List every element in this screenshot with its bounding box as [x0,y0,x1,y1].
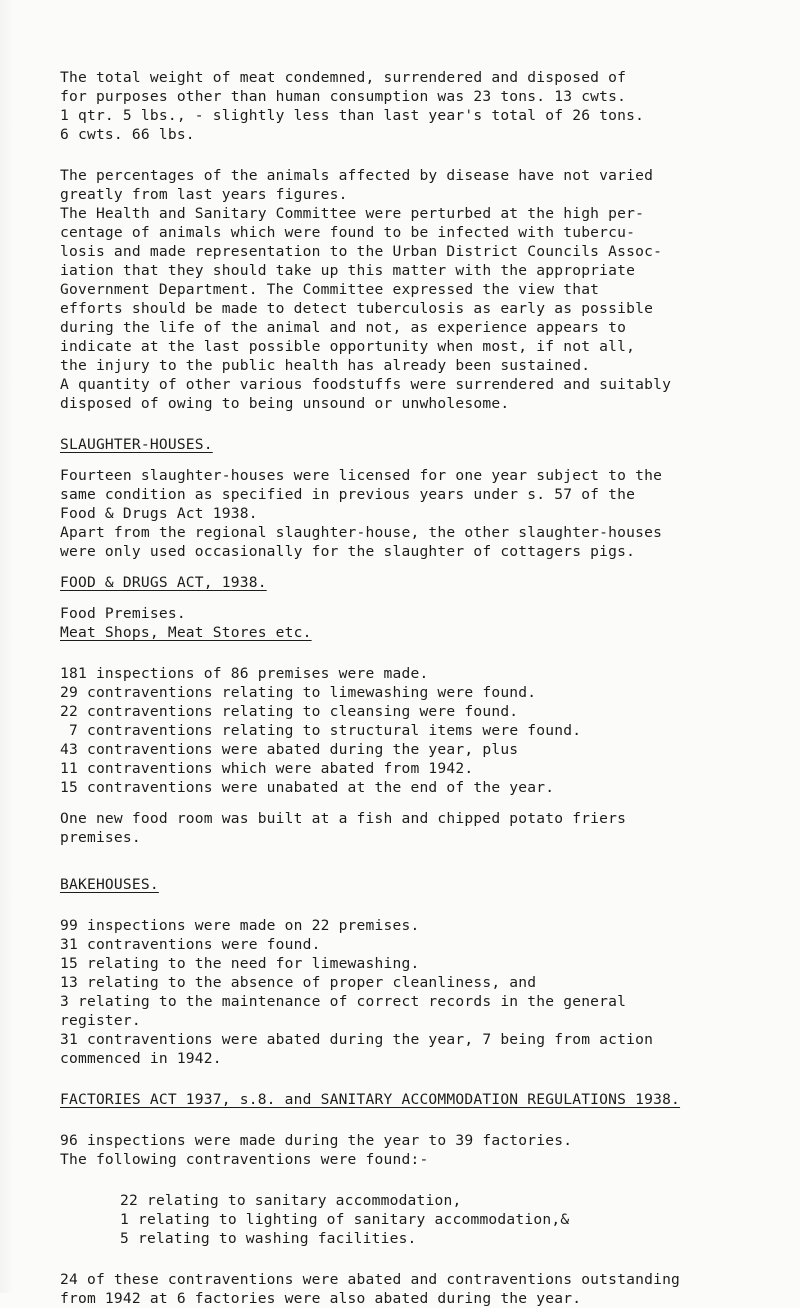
text-line: One new food room was built at a fish and chipped potato friers [60,810,627,827]
text-line: 43 contraventions were abated during the year, plus [60,741,519,758]
subheading: Food Premises. [60,605,186,622]
text-line: register. [60,1012,141,1029]
text-line: iation that they should take up this matter with the appropriate [60,262,636,279]
text-line: 24 of these contraventions were abated and contraventions outstanding [60,1271,681,1288]
section-heading: FOOD & DRUGS ACT, 1938. [60,574,267,591]
text-line: disposed of owing to being unsound or unwholesome. [60,395,510,412]
scan-edge-shadow [0,0,14,1293]
text-line: 13 relating to the absence of proper cleanliness, and [60,974,537,991]
text-line: same condition as specified in previous years under s. 57 of the [60,486,636,503]
text-line: greatly from last years figures. [60,186,348,203]
section-heading: BAKEHOUSES. [60,876,159,893]
meat-condemned-paragraph [60,68,770,144]
text-line: 15 contraventions were unabated at the end of the year. [60,779,555,796]
text-line: 6 cwts. 66 lbs. [60,126,195,143]
list-item: 1 relating to lighting of sanitary accommodation,& [120,1211,570,1228]
section-heading: FACTORIES ACT 1937, s.8. and SANITARY ACCOMMODATION REGULATIONS 1938. [60,1091,681,1108]
text-line: 1 qtr. 5 lbs., - slightly less than last year's total of 26 tons. [60,107,645,124]
text-line: The percentages of the animals affected by disease have not varied [60,167,654,184]
text-line: 31 contraventions were found. [60,936,321,953]
text-line: Government Department. The Committee expressed the view that [60,281,600,298]
subheading: Meat Shops, Meat Stores etc. [60,624,312,641]
text-line: 29 contraventions relating to limewashing were found. [60,684,537,701]
food-drugs-section [60,573,770,847]
bakehouses-section [60,875,770,1068]
text-line: The total weight of meat condemned, surrendered and disposed of [60,69,627,86]
factories-section [60,1090,770,1308]
text-line: were only used occasionally for the slaughter of cottagers pigs. [60,543,636,560]
text-line: Fourteen slaughter-houses were licensed for one year subject to the [60,467,663,484]
text-line: 3 relating to the maintenance of correct records in the general [60,993,627,1010]
text-line: from 1942 at 6 factories were also abated during the year. [60,1290,582,1307]
text-line: efforts should be made to detect tuberculosis as early as possible [60,300,654,317]
text-line: Food & Drugs Act 1938. [60,505,258,522]
text-line: 31 contraventions were abated during the year, 7 being from action [60,1031,654,1048]
text-line: losis and made representation to the Urban District Councils Assoc- [60,243,663,260]
text-line: the injury to the public health has already been sustained. [60,357,591,374]
text-line: 99 inspections were made on 22 premises. [60,917,420,934]
text-line: centage of animals which were found to be infected with tubercu- [60,224,636,241]
text-line: indicate at the last possible opportunity when most, if not all, [60,338,636,355]
text-line: for purposes other than human consumption was 23 tons. 13 cwts. [60,88,627,105]
slaughter-houses-section [60,435,770,561]
text-line: premises. [60,829,141,846]
text-line: 7 contraventions relating to structural items were found. [60,722,582,739]
text-line: 11 contraventions which were abated from 1942. [60,760,474,777]
text-line: during the life of the animal and not, as experience appears to [60,319,627,336]
text-line: The following contraventions were found:- [60,1151,429,1168]
text-line: The Health and Sanitary Committee were perturbed at the high per- [60,205,645,222]
text-line: 15 relating to the need for limewashing. [60,955,420,972]
text-line: Apart from the regional slaughter-house, the other slaughter-houses [60,524,663,541]
text-line: A quantity of other various foodstuffs were surrendered and suitably [60,376,672,393]
list-item: 22 relating to sanitary accommodation, [120,1192,462,1209]
text-line: 22 contraventions relating to cleansing were found. [60,703,519,720]
text-line: commenced in 1942. [60,1050,222,1067]
percentages-paragraph [60,166,770,413]
section-heading: SLAUGHTER-HOUSES. [60,436,213,453]
text-line: 96 inspections were made during the year to 39 factories. [60,1132,573,1149]
text-line: 181 inspections of 86 premises were made. [60,665,429,682]
list-item: 5 relating to washing facilities. [120,1230,417,1247]
